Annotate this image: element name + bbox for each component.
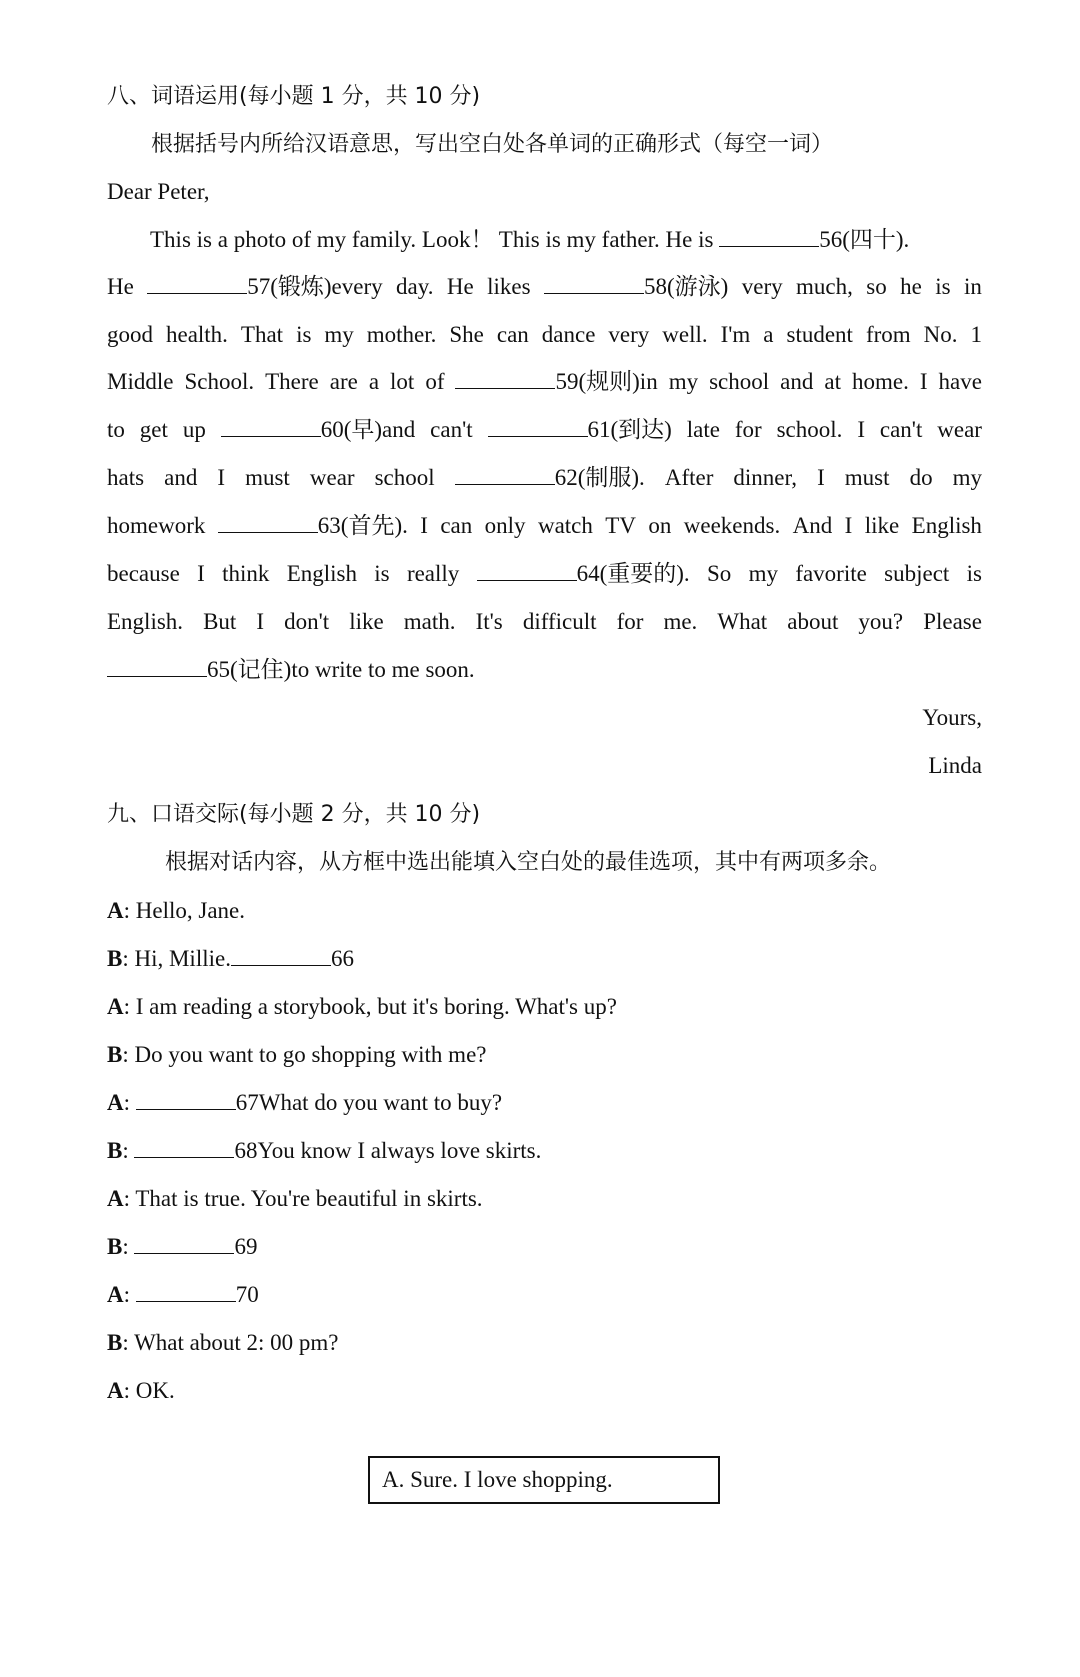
word: She xyxy=(449,322,484,347)
letter-line-4 xyxy=(107,367,982,397)
word: I xyxy=(217,465,226,490)
word: favorite xyxy=(795,561,867,586)
word: from xyxy=(865,322,911,347)
word: dinner, xyxy=(733,465,798,490)
letter-text: 65(记住)to write to me soon. xyxy=(207,657,475,682)
word: He xyxy=(446,274,474,299)
blank-word xyxy=(147,272,382,302)
speaker-label: A xyxy=(107,1186,124,1211)
word: to xyxy=(107,417,125,442)
answer-blank-60[interactable] xyxy=(221,416,321,437)
word: and xyxy=(164,465,198,490)
word: I xyxy=(256,609,265,634)
answer-blank-69[interactable] xyxy=(134,1233,234,1254)
letter-line-10 xyxy=(107,655,982,685)
dialogue-line-10 xyxy=(107,1328,982,1358)
word: for xyxy=(734,417,762,442)
word: very xyxy=(741,274,783,299)
word: me. xyxy=(663,609,698,634)
section9-instruction: 根据对话内容，从方框中选出能填入空白处的最佳选项，其中有两项多余。 xyxy=(165,850,892,875)
letter-closing: Yours, xyxy=(922,705,982,730)
word: 1 xyxy=(970,322,982,347)
dialogue-line-1 xyxy=(107,896,982,926)
word: in xyxy=(964,274,982,299)
dialogue-text: : xyxy=(123,1282,136,1307)
blank-word xyxy=(477,559,690,589)
word: about xyxy=(787,609,839,634)
word: well. xyxy=(662,322,708,347)
word: math. xyxy=(403,609,456,634)
word: health. xyxy=(165,322,228,347)
word: 59(规则)in xyxy=(555,369,658,394)
word: 60(早)and xyxy=(320,417,416,442)
word: good xyxy=(107,322,153,347)
word: like xyxy=(864,513,900,538)
speaker-label: B xyxy=(107,1234,123,1259)
answer-blank-64[interactable] xyxy=(477,560,577,581)
letter-line-5 xyxy=(107,415,982,445)
word: English xyxy=(911,513,982,538)
word: 62(制服). xyxy=(554,465,645,490)
word: 64(重要的). xyxy=(576,561,690,586)
word: are xyxy=(329,369,358,394)
speaker-label: A xyxy=(107,1378,124,1403)
dialogue-line-2 xyxy=(107,944,982,974)
letter-signature: Linda xyxy=(928,753,982,778)
word: likes xyxy=(487,274,531,299)
word: student xyxy=(786,322,853,347)
word: subject xyxy=(884,561,950,586)
word: school. xyxy=(776,417,843,442)
word: school xyxy=(709,369,770,394)
word: my xyxy=(668,369,699,394)
blank-word xyxy=(455,463,645,493)
answer-blank-66[interactable] xyxy=(231,945,331,966)
word: can't xyxy=(430,417,473,442)
word: he xyxy=(900,274,922,299)
dialogue-line-5 xyxy=(107,1088,982,1118)
answer-blank-65[interactable] xyxy=(107,656,207,677)
word: only xyxy=(484,513,526,538)
section9-heading: 九、口语交际(每小题 2 分，共 10 分) xyxy=(107,802,481,827)
dialogue-text: 67What do you want to buy? xyxy=(235,1090,503,1115)
word: And xyxy=(792,513,833,538)
answer-blank-67[interactable] xyxy=(136,1089,236,1110)
word: That xyxy=(240,322,284,347)
dialogue-text: : I am reading a storybook, but it's boring. What's up? xyxy=(123,994,617,1019)
word: I xyxy=(817,465,825,490)
word: School. xyxy=(184,369,255,394)
word: There xyxy=(265,369,319,394)
blank-word xyxy=(218,511,408,541)
dialogue-line-3 xyxy=(107,992,982,1022)
word: is xyxy=(935,274,951,299)
dialogue-line-9 xyxy=(107,1280,982,1310)
dialogue-text: : That is true. You're beautiful in skirts. xyxy=(123,1186,483,1211)
word: wear xyxy=(309,465,355,490)
word: like xyxy=(349,609,384,634)
word: He xyxy=(107,274,134,299)
dialogue-line-4 xyxy=(107,1040,982,1070)
letter-text: 56(四十). xyxy=(819,227,910,252)
word: my xyxy=(952,465,982,490)
word: can xyxy=(496,322,529,347)
word: I xyxy=(857,417,865,442)
answer-blank-58[interactable] xyxy=(544,273,644,294)
word: of xyxy=(425,369,445,394)
word: so xyxy=(866,274,887,299)
speaker-label: A xyxy=(107,1282,124,1307)
dialogue-text: : OK. xyxy=(123,1378,175,1403)
letter-text: This is a photo of my family. Look！ This is my father. He is xyxy=(150,227,720,252)
letter-line-6 xyxy=(107,463,982,493)
word: TV xyxy=(605,513,636,538)
word: school xyxy=(374,465,435,490)
word: is xyxy=(296,322,312,347)
word: a xyxy=(368,369,380,394)
word: No. xyxy=(923,322,958,347)
option-a: A. Sure. I love shopping. xyxy=(382,1467,613,1492)
answer-blank-70[interactable] xyxy=(136,1281,236,1302)
blank-word xyxy=(488,415,672,445)
word: can xyxy=(440,513,473,538)
word: weekends. xyxy=(683,513,781,538)
word: lot xyxy=(390,369,415,394)
word: difficult xyxy=(522,609,597,634)
blank-word xyxy=(455,367,657,397)
question-number: 66 xyxy=(330,946,354,971)
word: It's xyxy=(475,609,503,634)
word: on xyxy=(648,513,672,538)
section8-heading: 八、词语运用(每小题 1 分，共 10 分) xyxy=(107,84,481,109)
speaker-label: B xyxy=(107,1042,123,1067)
word: must xyxy=(844,465,890,490)
word: wear xyxy=(937,417,982,442)
dialogue-text: : xyxy=(122,1138,135,1163)
dialogue-line-11 xyxy=(107,1376,982,1406)
letter-line-1 xyxy=(150,225,982,255)
dialogue-text: : Hello, Jane. xyxy=(123,898,245,923)
word: What xyxy=(717,609,768,634)
word: I'm xyxy=(720,322,751,347)
word: have xyxy=(938,369,982,394)
letter-line-2 xyxy=(107,272,982,302)
word: up xyxy=(182,417,206,442)
word: is xyxy=(374,561,390,586)
word: English xyxy=(286,561,357,586)
word: 58(游泳) xyxy=(644,274,729,299)
word: I xyxy=(420,513,428,538)
word: think xyxy=(222,561,270,586)
blank-word xyxy=(221,415,416,445)
dialogue-text: : xyxy=(123,1090,136,1115)
speaker-label: A xyxy=(107,1090,124,1115)
speaker-label: B xyxy=(107,1138,123,1163)
question-number: 69 xyxy=(234,1234,258,1259)
word: Please xyxy=(923,609,982,634)
word: very xyxy=(608,322,650,347)
answer-blank-57[interactable] xyxy=(147,273,247,294)
speaker-label: B xyxy=(107,1330,123,1355)
dialogue-text: 68You know I always love skirts. xyxy=(234,1138,542,1163)
word: 63(首先). xyxy=(317,513,408,538)
word: you? xyxy=(858,609,904,634)
question-number: 70 xyxy=(235,1282,259,1307)
dialogue-line-7 xyxy=(107,1184,982,1214)
word: and xyxy=(780,369,814,394)
word: can't xyxy=(879,417,923,442)
word: home. xyxy=(851,369,909,394)
word: After xyxy=(664,465,714,490)
word: I xyxy=(844,513,853,538)
blank-word xyxy=(544,272,728,302)
letter-line-3 xyxy=(107,320,982,350)
word: hats xyxy=(107,465,145,490)
word: mother. xyxy=(366,322,437,347)
answer-blank-63[interactable] xyxy=(218,512,318,533)
word: 61(到达) xyxy=(587,417,672,442)
letter-greeting: Dear Peter, xyxy=(107,179,210,204)
dialogue-text: : What about 2: 00 pm? xyxy=(122,1330,339,1355)
word: do xyxy=(909,465,933,490)
speaker-label: A xyxy=(107,898,124,923)
letter-line-7 xyxy=(107,511,982,541)
speaker-label: B xyxy=(107,946,123,971)
letter-line-8 xyxy=(107,559,982,589)
word: watch xyxy=(537,513,593,538)
word: I xyxy=(919,369,928,394)
letter-line-9 xyxy=(107,607,982,637)
speaker-label: A xyxy=(107,994,124,1019)
word: my xyxy=(748,561,778,586)
dialogue-text: : Do you want to go shopping with me? xyxy=(122,1042,487,1067)
word: dance xyxy=(541,322,596,347)
word: English. xyxy=(107,609,184,634)
answer-blank-62[interactable] xyxy=(455,464,555,485)
word: is xyxy=(966,561,982,586)
word: Middle xyxy=(107,369,174,394)
word: get xyxy=(139,417,168,442)
word: my xyxy=(324,322,354,347)
word: late xyxy=(686,417,720,442)
word: But xyxy=(203,609,237,634)
word: really xyxy=(406,561,460,586)
answer-blank-56[interactable] xyxy=(719,226,819,247)
options-box xyxy=(368,1456,720,1504)
dialogue-text: : xyxy=(122,1234,135,1259)
word: must xyxy=(245,465,290,490)
section8-instruction: 根据括号内所给汉语意思，写出空白处各单词的正确形式（每空一词） xyxy=(151,132,834,157)
answer-blank-68[interactable] xyxy=(134,1137,234,1158)
word: day. xyxy=(396,274,434,299)
word: because xyxy=(107,561,180,586)
word: homework xyxy=(107,513,206,538)
answer-blank-61[interactable] xyxy=(488,416,588,437)
word: I xyxy=(197,561,205,586)
dialogue-text: : Hi, Millie. xyxy=(122,946,231,971)
word: much, xyxy=(796,274,853,299)
word: 57(锻炼)every xyxy=(247,274,383,299)
word: for xyxy=(616,609,644,634)
dialogue-line-8 xyxy=(107,1232,982,1262)
dialogue-line-6 xyxy=(107,1136,982,1166)
word: at xyxy=(824,369,841,394)
answer-blank-59[interactable] xyxy=(455,368,555,389)
word: a xyxy=(763,322,774,347)
word: So xyxy=(707,561,732,586)
word: don't xyxy=(284,609,330,634)
